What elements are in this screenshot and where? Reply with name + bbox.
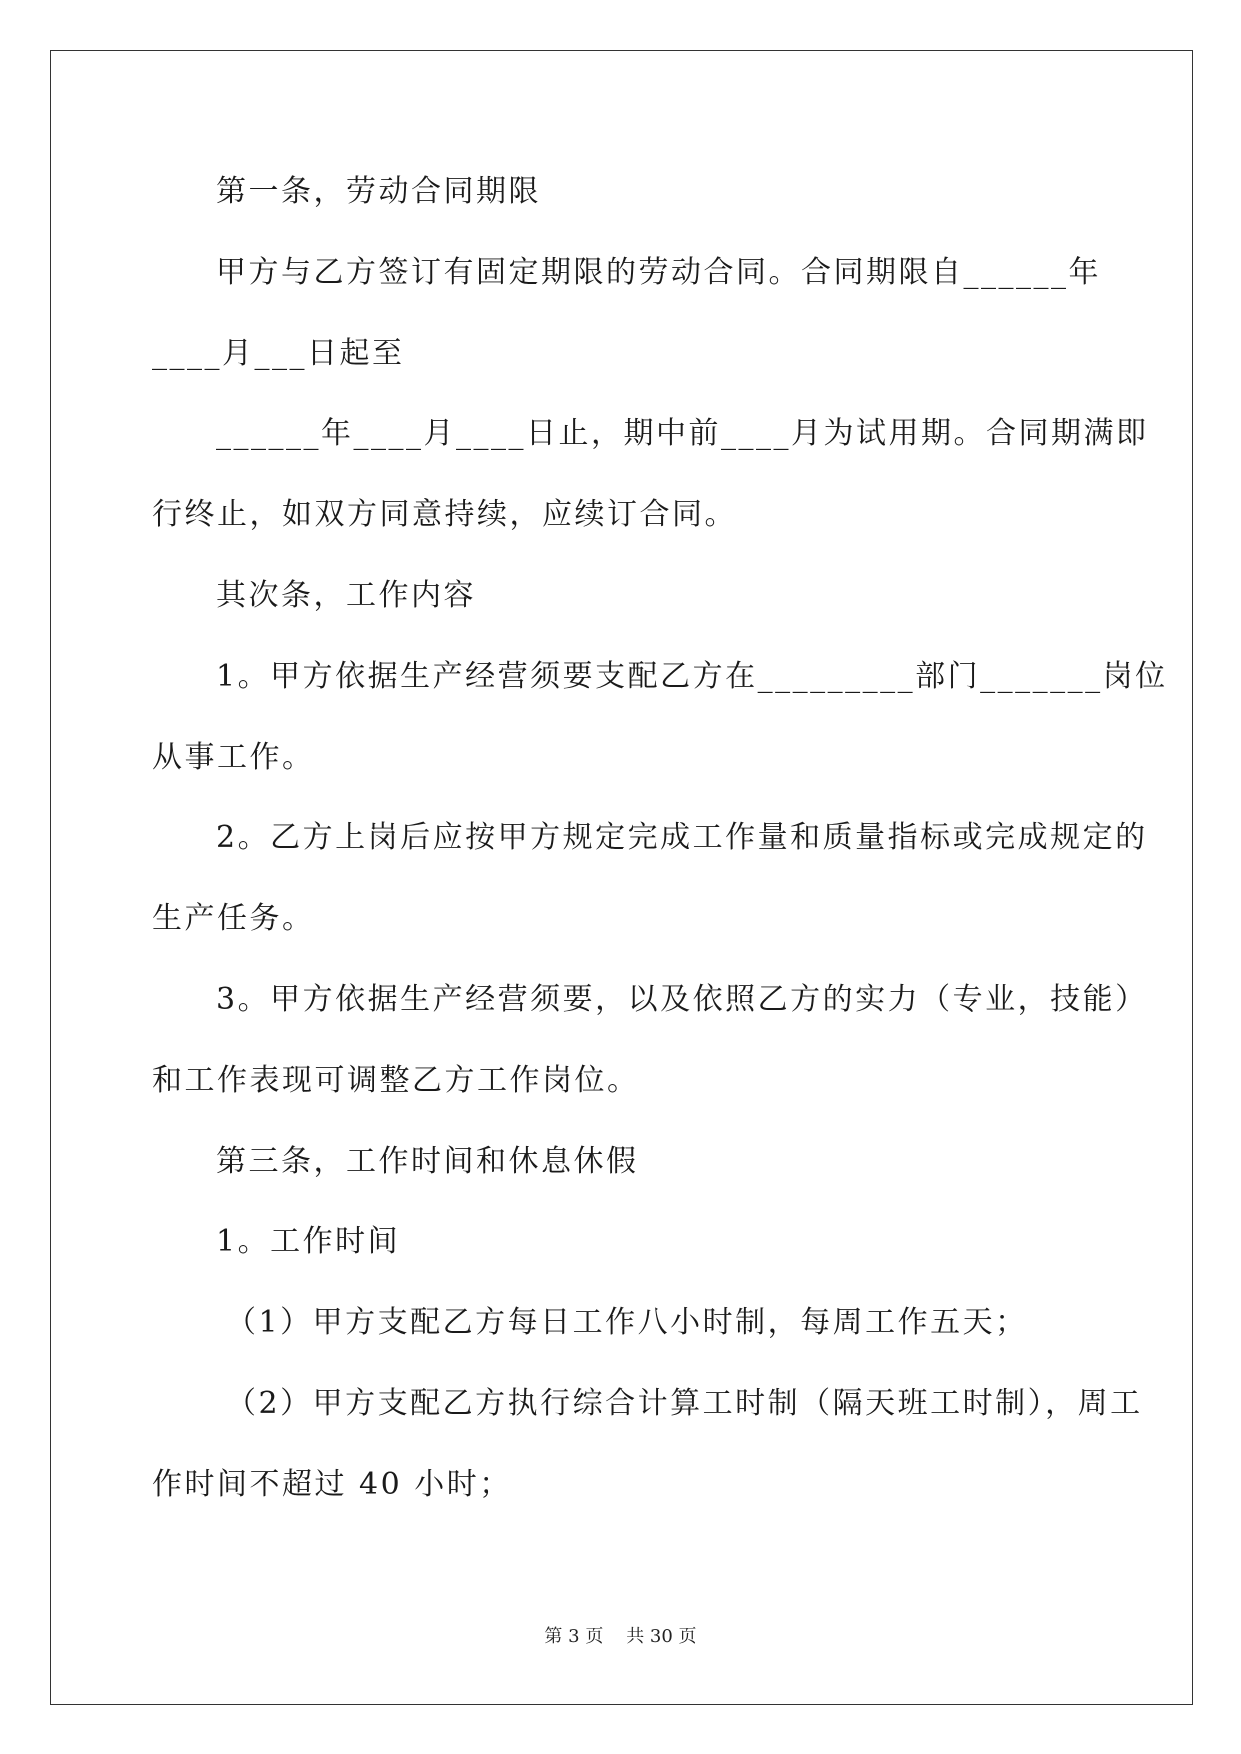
paragraph-line: 和工作表现可调整乙方工作岗位。: [152, 1063, 640, 1098]
paragraph-line: （1）甲方支配乙方每日工作八小时制，每周工作五天；: [226, 1305, 1028, 1340]
article-1-heading: 第一条，劳动合同期限: [216, 174, 541, 209]
paragraph-line: 作时间不超过 40 小时；: [152, 1467, 512, 1502]
page-number: 第 3 页 共 30 页: [544, 1626, 697, 1647]
paragraph-line: 3。甲方依据生产经营须要，以及依照乙方的实力（专业，技能）: [216, 982, 1148, 1017]
paragraph-line: 1。甲方依据生产经营须要支配乙方在_________部门_______岗位: [216, 659, 1168, 694]
paragraph-line: ______年____月____日止，期中前____月为试用期。合同期满即: [216, 416, 1149, 451]
paragraph-line: ____月___日起至: [152, 336, 405, 371]
article-3-heading: 第三条，工作时间和休息休假: [216, 1144, 639, 1179]
paragraph-line: 2。乙方上岗后应按甲方规定完成工作量和质量指标或完成规定的: [216, 820, 1148, 855]
paragraph-line: （2）甲方支配乙方执行综合计算工时制（隔天班工时制），周工: [226, 1386, 1143, 1421]
page-border: [50, 50, 1193, 1705]
paragraph-line: 从事工作。: [152, 740, 315, 775]
paragraph-line: 甲方与乙方签订有固定期限的劳动合同。合同期限自______年: [216, 255, 1101, 290]
subsection-heading: 1。工作时间: [216, 1224, 401, 1259]
paragraph-line: 生产任务。: [152, 901, 315, 936]
paragraph-line: 行终止，如双方同意持续，应续订合同。: [152, 497, 737, 532]
article-2-heading: 其次条，工作内容: [216, 578, 476, 613]
